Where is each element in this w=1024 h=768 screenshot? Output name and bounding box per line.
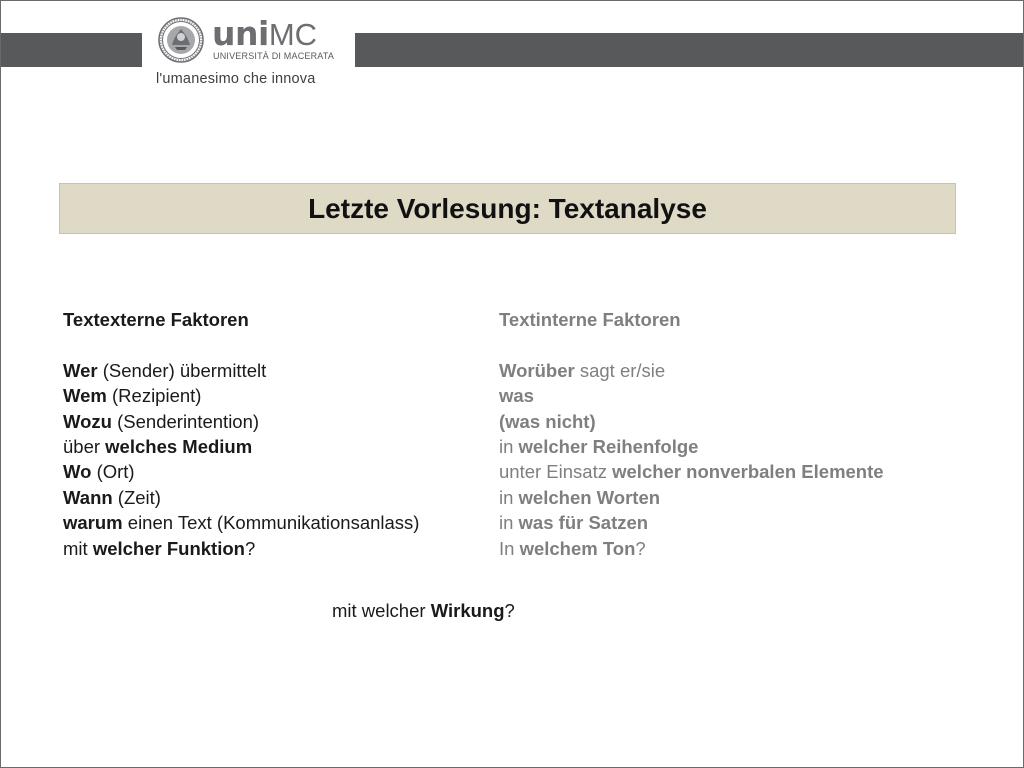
left-column-line-segment: Wem [63,385,107,407]
right-column [499,307,884,561]
right-column-line-segment: welchem Ton [519,537,636,559]
left-column-line-segment: mit [63,537,93,559]
right-column-line [499,358,884,383]
right-column-line [499,434,884,459]
header-band-left [1,33,142,67]
left-column-line-segment: welches Medium [105,435,253,457]
right-column-line-segment: was für Satzen [518,512,649,534]
left-column-line-segment: über [63,435,106,457]
university-logo [154,13,346,91]
left-column-line-segment: warum [63,512,123,534]
left-column-line-segment: Wer [63,359,98,381]
left-column-line-segment: (Ort) [91,461,135,483]
right-column-line-segment: in [499,435,519,457]
right-column-line [499,510,884,535]
tagline: l'umanesimo che innova [156,71,316,87]
right-column-line [499,485,884,510]
right-column-line-segment: welcher Reihenfolge [518,435,699,457]
left-column-line-segment: Wo [63,461,92,483]
right-column-line-segment: (was nicht) [499,410,596,432]
right-column-line-segment: in [499,512,519,534]
left-column-heading: Textexterne Faktoren [63,309,249,330]
left-column-line-segment: Wann [63,486,113,508]
left-column-line-segment: (Zeit) [112,486,161,508]
brand-mc: MC [268,17,318,52]
footer-question-segment: mit welcher [332,600,431,621]
right-column-line [499,383,884,408]
left-column-line [63,536,419,561]
header-band-right [355,33,1023,67]
brand-uni: uni [212,14,269,53]
right-column-line-segment: welcher nonverbalen Elemente [612,461,884,483]
footer-question [332,598,515,623]
footer-question-segment: Wirkung [430,600,505,621]
slide-title: Letzte Vorlesung: Textanalyse [308,192,707,224]
right-column-line [499,536,884,561]
right-column-line-segment: was [499,385,534,407]
left-column-line-segment: (Sender) übermittelt [97,359,267,381]
left-column-line-segment: (Rezipient) [106,385,202,407]
right-column-line [499,409,884,434]
university-seal-icon [158,17,204,63]
right-column-line-segment: welchen Worten [518,486,661,508]
right-column-line-segment: In [499,537,520,559]
university-name: UNIVERSITÀ DI MACERATA [213,51,335,61]
left-column-line-segment: Wozu [63,410,112,432]
right-column-heading: Textinterne Faktoren [499,309,681,330]
left-column-line [63,409,419,434]
left-column [63,307,419,561]
left-column-line [63,434,419,459]
left-column-line [63,510,419,535]
brand-wordmark [212,14,318,53]
left-column-line-segment: einen Text (Kommunikationsanlass) [122,512,420,534]
right-column-line [499,459,884,484]
left-column-line [63,383,419,408]
footer-question-segment: ? [504,600,515,621]
right-column-line-segment: Worüber [499,359,575,381]
left-column-line [63,358,419,383]
left-column-line [63,485,419,510]
slide-title-box [59,183,956,234]
left-column-line-segment: (Senderintention) [111,410,260,432]
right-column-line-segment: sagt er/sie [574,359,666,381]
right-column-line-segment: unter Einsatz [499,461,613,483]
left-column-line [63,459,419,484]
left-column-line-segment: ? [244,537,256,559]
left-column-line-segment: welcher Funktion [92,537,245,559]
right-column-line-segment: ? [635,537,646,559]
right-column-line-segment: in [499,486,519,508]
